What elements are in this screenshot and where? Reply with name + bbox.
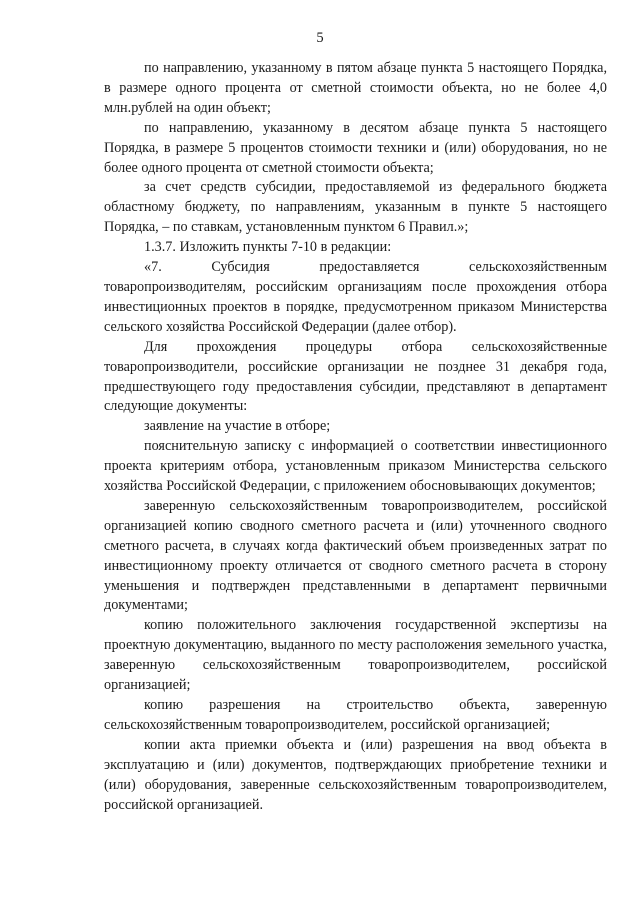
paragraph-6: Для прохождения процедуры отбора сельскохозяйственные товаропроизводители, российские организации не позднее 31 декабря года, предшествующего году предоставления субсидии, представляют в департамент следующие документы: [104,338,607,415]
paragraph-12: копии акта приемки объекта и (или) разрешения на ввод объекта в эксплуатацию и (или) документов, подтверждающих приобретение техники и (или) оборудования, заверенные сельскохозяйственным товаропроизводителем, российской организацией. [104,736,607,813]
paragraph-10: копию положительного заключения государственной экспертизы на проектную документацию, выданного по месту расположения земельного участка, заверенную сельскохозяйственным товаропроизводителем, российской организацией; [104,617,607,694]
document-body [104,59,607,815]
paragraph-8: пояснительную записку с информацией о соответствии инвестиционного проекта критериям отбора, установленным приказом Министерства сельского хозяйства Российской Федерации, с приложением обосновывающих документов; [104,438,607,495]
paragraph-9: заверенную сельскохозяйственным товаропроизводителем, российской организацией копию сводного сметного расчета и (или) уточненного сводного сметного расчета, в случаях когда фактический объем произведенных затрат по инвестиционному проекту отличается от сводного сметного расчета в сторону уменьшения и подтвержден представленными в департамент первичными документами; [104,497,607,614]
paragraph-3: за счет средств субсидии, предоставляемой из федерального бюджета областному бюджету, по направлениям, указанным в пункте 5 настоящего Порядка, – по ставкам, установленным пунктом 6 Правил.»; [104,179,607,236]
paragraph-7: заявление на участие в отборе; [144,418,331,435]
paragraph-1: по направлению, указанному в пятом абзаце пункта 5 настоящего Порядка, в размере одного процента от сметной стоимости объекта, но не более 4,0 млн.рублей на один объект; [104,60,607,116]
paragraph-11: копию разрешения на строительство объекта, заверенную сельскохозяйственным товаропроизводителем, российской организацией; [104,697,607,733]
paragraph-4: 1.3.7. Изложить пункты 7-10 в редакции: [144,239,392,256]
paragraph-2: по направлению, указанному в десятом абзаце пункта 5 настоящего Порядка, в размере 5 процентов стоимости техники и (или) оборудования, но не более одного процента от сметной стоимости объекта; [104,119,607,176]
page-number: 5 [316,30,324,46]
paragraph-5: «7. Субсидия предоставляется сельскохозяйственным товаропроизводителям, российским организациям после прохождения отбора инвестиционных проектов в порядке, предусмотренном приказом Министерства сельского хозяйства Российской Федерации (далее отбор). [104,259,607,335]
